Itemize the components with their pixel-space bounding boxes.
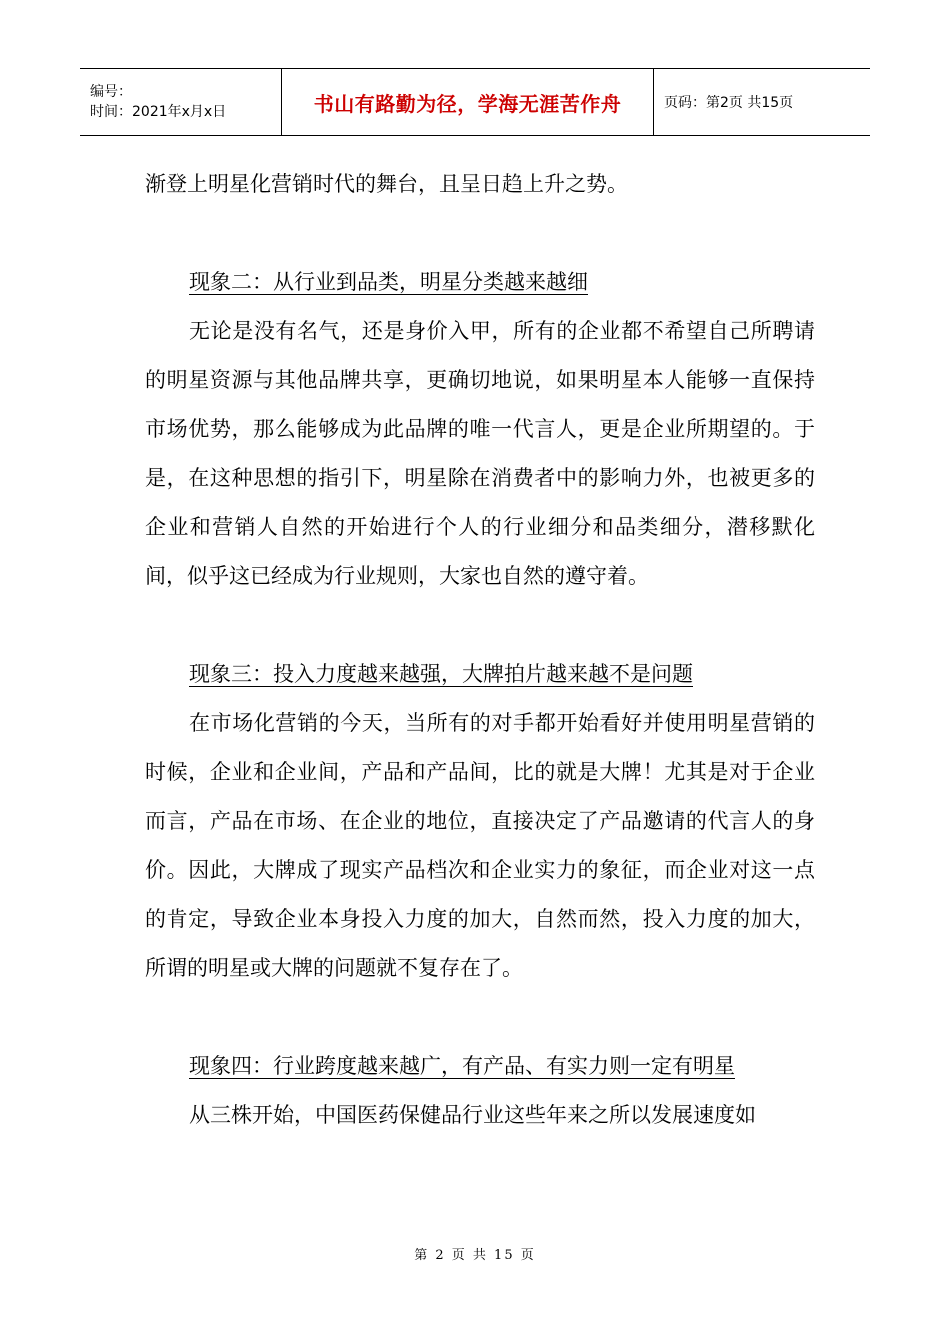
blank-line bbox=[145, 209, 815, 258]
header-page-cell bbox=[654, 69, 870, 135]
blank-line bbox=[145, 601, 815, 650]
motto-text: 书山有路勤为径，学海无涯苦作舟 bbox=[313, 91, 622, 116]
paragraph: 从三株开始，中国医药保健品行业这些年来之所以发展速度如 bbox=[189, 1103, 756, 1127]
paragraph-continued: 渐登上明星化营销时代的舞台，且呈日趋上升之势。 bbox=[145, 172, 628, 196]
header-motto-cell bbox=[282, 69, 654, 135]
heading-text: 现象四：行业跨度越来越广，有产品、有实力则一定有明星 bbox=[189, 1054, 735, 1078]
date-line: 时间：2021年x月x日 bbox=[90, 104, 227, 120]
section-heading-2 bbox=[145, 258, 815, 307]
document-body bbox=[145, 160, 815, 1140]
paragraph: 在市场化营销的今天，当所有的对手都开始看好并使用明星营销的时候，企业和企业间，产品和产品间，比的就是大牌！尤其是对于企业而言，产品在市场、在企业的地位，直接决定了产品邀请的代言人的身价。因此，大牌成了现实产品档次和企业实力的象征，而企业对这一点的肯定，导致企业本身投入力度的加大，自然而然，投入力度的加大，所谓的明星或大牌的问题就不复存在了。 bbox=[145, 711, 815, 980]
page-info: 页码：第2页 共15页 bbox=[664, 95, 794, 111]
section-heading-4 bbox=[145, 1042, 815, 1091]
blank-line bbox=[145, 993, 815, 1042]
heading-text: 现象二：从行业到品类，明星分类越来越细 bbox=[189, 270, 588, 294]
doc-number-label: 编号： bbox=[90, 84, 132, 100]
page-header bbox=[80, 68, 870, 136]
heading-text: 现象三：投入力度越来越强，大牌拍片越来越不是问题 bbox=[189, 662, 693, 686]
page-footer: 第 2 页 共 15 页 bbox=[414, 1248, 536, 1263]
header-meta-cell bbox=[80, 69, 282, 135]
paragraph: 无论是没有名气，还是身价入甲，所有的企业都不希望自己所聘请的明星资源与其他品牌共享，更确切地说，如果明星本人能够一直保持市场优势，那么能够成为此品牌的唯一代言人，更是企业所期望的。于是，在这种思想的指引下，明星除在消费者中的影响力外，也被更多的企业和营销人自然的开始进行个人的行业细分和品类细分，潜移默化间，似乎这已经成为行业规则，大家也自然的遵守着。 bbox=[145, 319, 815, 588]
section-heading-3 bbox=[145, 650, 815, 699]
